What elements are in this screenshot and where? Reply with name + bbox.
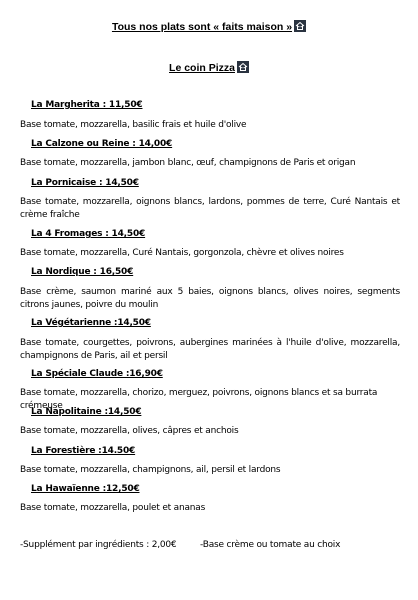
pizza-name: La Nordique : 16,50€	[31, 267, 134, 277]
supplement-note: -Supplément par ingrédients : 2,00€	[20, 540, 177, 550]
pizza-name: La Hawaïenne :12,50€	[31, 484, 140, 494]
pizza-name: La 4 Fromages : 14,50€	[31, 229, 146, 239]
homemade-house-icon	[294, 20, 306, 32]
pizza-description: Base tomate, courgettes, poivrons, aubergines marinées à l'huile d'olive, mozzarella, champignons de Paris, ail et persil	[20, 338, 400, 361]
pizza-name: La Calzone ou Reine : 14,00€	[31, 139, 173, 149]
base-choice-note: -Base crème ou tomate au choix	[200, 540, 341, 550]
pizza-description: Base tomate, mozzarella, jambon blanc, œuf, champignons de Paris et origan	[20, 158, 356, 168]
pizza-description: Base crème, saumon mariné aux 5 baies, oignons blancs, olives noires, segments citrons jaunes, poivre du moulin	[20, 287, 400, 310]
section-title-text: Le coin Pizza	[169, 62, 235, 74]
pizza-description: Base tomate, mozzarella, chorizo, merguez, poivrons, oignons blancs et sa burrata crémeuse	[20, 388, 378, 411]
homemade-house-icon	[237, 61, 249, 73]
pizza-name: La Spéciale Claude :16,90€	[31, 369, 163, 379]
pizza-name: La Pornicaise : 14,50€	[31, 178, 139, 188]
pizza-name: La Napolitaine :14,50€	[31, 407, 142, 417]
pizza-description: Base tomate, mozzarella, Curé Nantais, gorgonzola, chèvre et olives noires	[20, 248, 344, 258]
section-title	[0, 61, 418, 74]
pizza-description: Base tomate, mozzarella, olives, câpres et anchois	[20, 426, 239, 436]
pizza-description: Base tomate, mozzarella, champignons, ail, persil et lardons	[20, 465, 281, 475]
pizza-name: La Margherita : 11,50€	[31, 100, 143, 110]
page-title	[0, 20, 418, 33]
pizza-description: Base tomate, mozzarella, poulet et ananas	[20, 503, 206, 513]
pizza-description: Base tomate, mozzarella, basilic frais et huile d'olive	[20, 120, 247, 130]
pizza-name: La Forestière :14.50€	[31, 446, 136, 456]
pizza-description: Base tomate, mozzarella, oignons blancs, lardons, pommes de terre, Curé Nantais et crème fraîche	[20, 197, 400, 220]
pizza-name: La Végétarienne :14,50€	[31, 318, 151, 328]
page-title-text: Tous nos plats sont « faits maison »	[111, 21, 293, 33]
